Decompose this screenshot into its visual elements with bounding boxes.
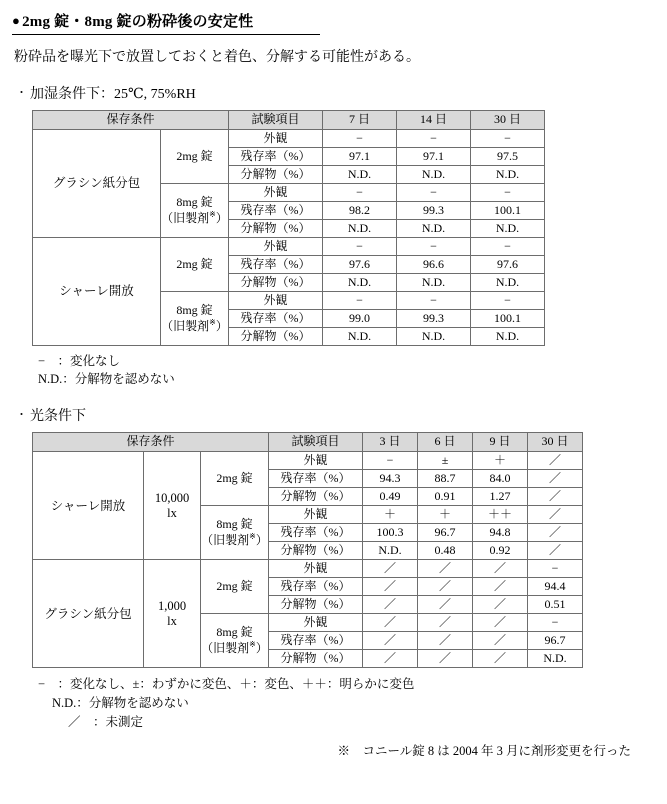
cell-value: − <box>528 560 583 578</box>
cell-value: 99.3 <box>397 310 471 328</box>
cell-test-item: 外観 <box>229 184 323 202</box>
header-storage-condition: 保存条件 <box>33 433 269 452</box>
cell-value: ／ <box>363 650 418 668</box>
cell-value: 97.1 <box>323 148 397 166</box>
cell-value: 97.6 <box>323 256 397 274</box>
cell-dosage-form: 8mg 錠 （旧製剤※） <box>201 614 269 668</box>
cell-value: ／ <box>528 452 583 470</box>
cell-value: N.D. <box>323 166 397 184</box>
cell-storage-condition: シャーレ開放 <box>33 452 144 560</box>
table-body <box>33 452 583 668</box>
cell-value: ／ <box>363 614 418 632</box>
cell-value: N.D. <box>323 328 397 346</box>
cell-value: − <box>323 184 397 202</box>
footnote-item: N.D.：分解物を認めない <box>52 696 189 710</box>
cell-value: ／ <box>528 542 583 560</box>
cell-value: 1.27 <box>473 488 528 506</box>
cell-storage-condition: グラシン紙分包 <box>33 560 144 668</box>
section-bullet-icon: ・ <box>16 409 27 422</box>
cell-value: N.D. <box>397 166 471 184</box>
cell-value: ／ <box>473 614 528 632</box>
cell-value: − <box>323 238 397 256</box>
cell-value: 97.6 <box>471 256 545 274</box>
cell-value: ／ <box>418 632 473 650</box>
cell-value: − <box>323 130 397 148</box>
cell-test-item: 分解物（%） <box>229 274 323 292</box>
header-storage-condition: 保存条件 <box>33 111 229 130</box>
cell-value: N.D. <box>397 328 471 346</box>
stability-table-light <box>32 432 583 668</box>
cell-value: − <box>397 238 471 256</box>
cell-value: − <box>323 292 397 310</box>
footnote-item: ／ ：未測定 <box>68 714 144 729</box>
cell-value: N.D. <box>471 220 545 238</box>
footnote-item: N.D.：分解物を認めない <box>38 372 175 387</box>
title-divider <box>12 34 320 35</box>
cell-value: − <box>397 130 471 148</box>
cell-dosage-form: 2mg 錠 <box>201 452 269 506</box>
cell-value: 100.1 <box>471 310 545 328</box>
table-row <box>33 560 583 578</box>
cell-test-item: 残存率（%） <box>229 148 323 166</box>
cell-value: N.D. <box>397 220 471 238</box>
bullet-icon: ● <box>12 13 21 28</box>
cell-value: N.D. <box>528 650 583 668</box>
cell-value: ／ <box>363 596 418 614</box>
cell-value: 99.0 <box>323 310 397 328</box>
cell-value: 97.1 <box>397 148 471 166</box>
cell-value: 0.48 <box>418 542 473 560</box>
lead-paragraph: 粉砕品を曝光下で放置しておくと着色、分解する可能性がある。 <box>14 50 420 65</box>
table-row <box>33 130 545 148</box>
footnote-item: − ：変化なし、±：わずかに変色、＋：変色、＋＋：明らかに変色 <box>38 677 415 692</box>
cell-dosage-form: 8mg 錠 （旧製剤※） <box>201 506 269 560</box>
header-day-6: 6 日 <box>418 433 473 452</box>
cell-test-item: 分解物（%） <box>269 596 363 614</box>
cell-value: ＋ <box>418 506 473 524</box>
cell-illuminance: 10,000 lx <box>144 452 201 560</box>
cell-value: − <box>471 238 545 256</box>
cell-dosage-form: 2mg 錠 <box>161 238 229 292</box>
cell-test-item: 外観 <box>269 452 363 470</box>
cell-value: 100.3 <box>363 524 418 542</box>
cell-test-item: 分解物（%） <box>269 542 363 560</box>
cell-value: − <box>397 292 471 310</box>
cell-value: 0.92 <box>473 542 528 560</box>
cell-value: − <box>397 184 471 202</box>
section-bullet-icon: ・ <box>16 87 27 99</box>
cell-test-item: 外観 <box>229 292 323 310</box>
cell-test-item: 外観 <box>269 614 363 632</box>
header-day-9: 9 日 <box>473 433 528 452</box>
cell-value: N.D. <box>363 542 418 560</box>
page-title-text: 2mg 錠・8mg 錠の粉砕後の安定性 <box>22 14 254 30</box>
cell-dosage-form: 8mg 錠 （旧製剤※） <box>161 292 229 346</box>
header-test-item: 試験項目 <box>269 433 363 452</box>
cell-value: 98.2 <box>323 202 397 220</box>
cell-value: ／ <box>528 506 583 524</box>
table-header-row <box>33 111 545 130</box>
cell-value: 99.3 <box>397 202 471 220</box>
table-body <box>33 130 545 346</box>
cell-value: − <box>363 452 418 470</box>
cell-value: ／ <box>528 488 583 506</box>
cell-value: 97.5 <box>471 148 545 166</box>
cell-value: ／ <box>528 524 583 542</box>
cell-test-item: 外観 <box>269 560 363 578</box>
cell-value: 94.8 <box>473 524 528 542</box>
cell-test-item: 分解物（%） <box>269 488 363 506</box>
section-label-humidity-text: 加湿条件下：25℃, 75%RH <box>30 87 196 102</box>
cell-value: 96.7 <box>528 632 583 650</box>
cell-test-item: 残存率（%） <box>229 202 323 220</box>
cell-value: ／ <box>418 650 473 668</box>
section-label-humidity <box>16 83 657 103</box>
cell-value: 84.0 <box>473 470 528 488</box>
section-label-light-text: 光条件下 <box>30 409 86 425</box>
cell-value: − <box>471 292 545 310</box>
cell-test-item: 分解物（%） <box>269 650 363 668</box>
cell-test-item: 分解物（%） <box>229 328 323 346</box>
cell-test-item: 残存率（%） <box>269 524 363 542</box>
cell-value: N.D. <box>323 274 397 292</box>
cell-test-item: 残存率（%） <box>269 632 363 650</box>
cell-value: 94.3 <box>363 470 418 488</box>
cell-test-item: 残存率（%） <box>229 256 323 274</box>
cell-value: ／ <box>363 632 418 650</box>
cell-test-item: 残存率（%） <box>269 470 363 488</box>
table-row <box>33 452 583 470</box>
cell-test-item: 残存率（%） <box>229 310 323 328</box>
cell-value: ＋ <box>473 452 528 470</box>
page-title <box>12 10 657 31</box>
cell-value: ／ <box>418 578 473 596</box>
cell-value: ／ <box>473 596 528 614</box>
header-day-7: 7 日 <box>323 111 397 130</box>
table-row <box>33 238 545 256</box>
header-day-30: 30 日 <box>471 111 545 130</box>
footnotes-humidity <box>38 352 657 388</box>
header-test-item: 試験項目 <box>229 111 323 130</box>
cell-value: N.D. <box>471 274 545 292</box>
footnote-item: − ：変化なし <box>38 354 121 368</box>
cell-dosage-form: 2mg 錠 <box>161 130 229 184</box>
cell-value: 94.4 <box>528 578 583 596</box>
cell-test-item: 分解物（%） <box>229 166 323 184</box>
final-note: ※ コニール錠 8 は 2004 年 3 月に剤形変更を行った <box>337 743 631 758</box>
cell-value: 100.1 <box>471 202 545 220</box>
cell-test-item: 外観 <box>269 506 363 524</box>
cell-value: − <box>471 184 545 202</box>
cell-value: ／ <box>418 560 473 578</box>
cell-value: ± <box>418 452 473 470</box>
cell-value: ＋ <box>363 506 418 524</box>
cell-test-item: 外観 <box>229 130 323 148</box>
cell-value: ／ <box>363 560 418 578</box>
header-day-14: 14 日 <box>397 111 471 130</box>
footnotes-light <box>32 675 657 731</box>
table-header-row <box>33 433 583 452</box>
cell-value: 0.49 <box>363 488 418 506</box>
header-day-30: 30 日 <box>528 433 583 452</box>
cell-value: N.D. <box>471 166 545 184</box>
cell-value: N.D. <box>397 274 471 292</box>
cell-value: 0.51 <box>528 596 583 614</box>
cell-value: 96.6 <box>397 256 471 274</box>
cell-value: − <box>471 130 545 148</box>
cell-value: N.D. <box>323 220 397 238</box>
cell-illuminance: 1,000 lx <box>144 560 201 668</box>
cell-value: ／ <box>418 596 473 614</box>
cell-storage-condition: グラシン紙分包 <box>33 130 161 238</box>
cell-test-item: 残存率（%） <box>269 578 363 596</box>
header-day-3: 3 日 <box>363 433 418 452</box>
cell-value: ／ <box>418 614 473 632</box>
cell-test-item: 外観 <box>229 238 323 256</box>
cell-value: ／ <box>473 560 528 578</box>
cell-value: − <box>528 614 583 632</box>
cell-value: 0.91 <box>418 488 473 506</box>
section-label-light <box>16 405 657 425</box>
cell-dosage-form: 8mg 錠 （旧製剤※） <box>161 184 229 238</box>
cell-value: ／ <box>528 470 583 488</box>
cell-value: N.D. <box>471 328 545 346</box>
cell-value: 96.7 <box>418 524 473 542</box>
cell-value: 88.7 <box>418 470 473 488</box>
stability-table-humidity <box>32 110 545 346</box>
cell-value: ＋＋ <box>473 506 528 524</box>
cell-value: ／ <box>473 578 528 596</box>
cell-test-item: 分解物（%） <box>229 220 323 238</box>
cell-value: ／ <box>473 650 528 668</box>
cell-value: ／ <box>473 632 528 650</box>
cell-value: ／ <box>363 578 418 596</box>
cell-dosage-form: 2mg 錠 <box>201 560 269 614</box>
cell-storage-condition: シャーレ開放 <box>33 238 161 346</box>
